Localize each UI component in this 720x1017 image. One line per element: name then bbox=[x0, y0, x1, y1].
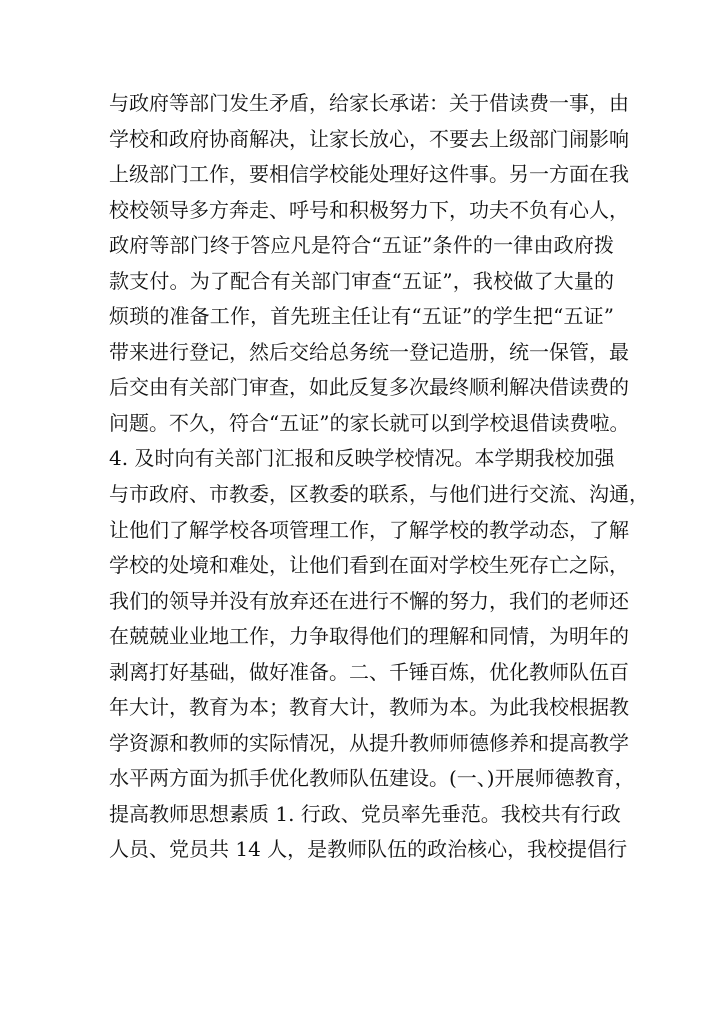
text-line: 问题。不久，符合“五证”的家长就可以到学校退借读费啦。 bbox=[109, 410, 630, 435]
text-line: 款支付。为了配合有关部门审查“五证”，我校做了大量的 bbox=[109, 268, 614, 293]
text-line: 与市政府、市教委，区教委的联系，与他们进行交流、沟通， bbox=[109, 482, 649, 507]
text-line: 剥离打好基础，做好准备。二、千锤百炼，优化教师队伍百 bbox=[109, 659, 629, 684]
body-text bbox=[109, 86, 649, 868]
text-line: 我们的领导并没有放弃还在进行不懈的努力，我们的老师还 bbox=[109, 588, 629, 613]
text-line: 学资源和教师的实际情况，从提升教师师德修养和提高教学 bbox=[109, 730, 629, 755]
text-line: 水平两方面为抓手优化教师队伍建设。(一、)开展师德教育， bbox=[109, 766, 635, 791]
text-line: 校校领导多方奔走、呼号和积极努力下，功夫不负有心人， bbox=[109, 197, 629, 222]
text-line: 学校的处境和难处，让他们看到在面对学校生死存亡之际， bbox=[109, 553, 629, 578]
text-line: 让他们了解学校各项管理工作，了解学校的教学动态，了解 bbox=[109, 517, 629, 542]
text-line: 学校和政府协商解决，让家长放心，不要去上级部门闹影响 bbox=[109, 126, 629, 151]
text-line: 后交由有关部门审查，如此反复多次最终顺利解决借读费的 bbox=[109, 375, 629, 400]
text-line: 政府等部门终于答应凡是符合“五证”条件的一律由政府拨 bbox=[109, 233, 614, 258]
text-line: 在兢兢业业地工作，力争取得他们的理解和同情，为明年的 bbox=[109, 624, 629, 649]
text-line: 与政府等部门发生矛盾，给家长承诺：关于借读费一事，由 bbox=[109, 91, 629, 115]
text-line: 4. 及时向有关部门汇报和反映学校情况。本学期我校加强 bbox=[109, 446, 615, 471]
text-line: 带来进行登记，然后交给总务统一登记造册，统一保管，最 bbox=[109, 339, 629, 364]
text-line: 上级部门工作，要相信学校能处理好这件事。另一方面在我 bbox=[109, 162, 629, 187]
text-line: 人员、党员共 14 人，是教师队伍的政治核心，我校提倡行 bbox=[109, 837, 628, 862]
text-line: 提高教师思想素质 1. 行政、党员率先垂范。我校共有行政 bbox=[109, 801, 621, 826]
text-line: 烦琐的准备工作，首先班主任让有“五证”的学生把“五证” bbox=[109, 304, 614, 329]
text-line: 年大计，教育为本；教育大计，教师为本。为此我校根据教 bbox=[109, 695, 629, 720]
